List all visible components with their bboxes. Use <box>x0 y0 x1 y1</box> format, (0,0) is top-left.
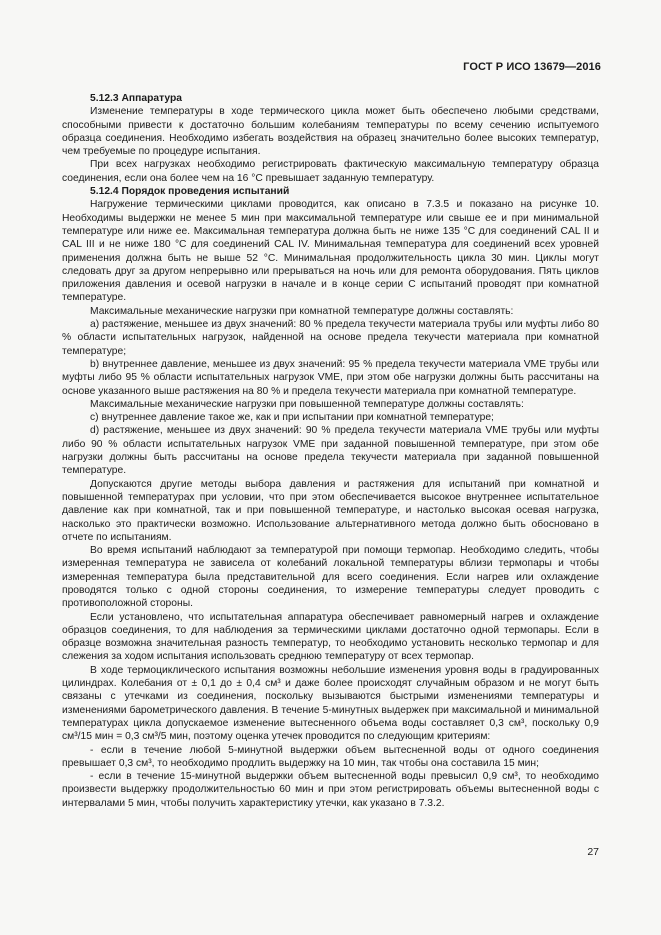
paragraph: Во время испытаний наблюдают за температурой при помощи термопар. Необходимо следить, чтобы измеренная температура не зависела от колебаний локальной температуры вблизи термопары и чтобы измеренная температура была представительной для всего соединения. Если нагрев или охлаждение проводятся только с одной стороны соединения, то измерение температуры следует проводить с противоположной стороны. <box>62 545 599 610</box>
section-heading-5-12-3: 5.12.3 Аппаратура <box>90 93 183 104</box>
paragraph: Изменение температуры в ходе термического цикла может быть обеспечено любыми средствами, способными привести к достаточно большим колебаниям температуры по всему сечению испытуемого образца соединения. Необходимо избегать воздействия на образец значительно более высоких температур, чем требуемые по процедуре испытания. <box>62 106 599 158</box>
list-item-d: d) растяжение, меньшее из двух значений: 90 % предела текучести материала VME трубы или муфты либо 90 % области испытательных нагрузок VME при заданной повышенной температуре, при этом обе нагрузки должны быть рассчитаны на основе предела текучести материала при заданной повышенной температуре. <box>62 425 599 477</box>
paragraph: Если установлено, что испытательная аппаратура обеспечивает равномерный нагрев и охлаждение образцов соединения, то для наблюдения за термическими циклами достаточно одной термопары. Если в образце возможна значительная разность температур, то необходимо установить несколько термопар и для слежения за ходом испытания использовать среднюю температуру от всех термопар. <box>62 611 599 663</box>
criteria-item: - если в течение любой 5-минутной выдержки объем вытесненной воды от одного соединения превышает 0,3 см³, то необходимо продлить выдержку на 10 мин, так чтобы она составила 15 мин; <box>62 744 599 769</box>
paragraph: В ходе термоциклического испытания возможны небольшие изменения уровня воды в градуированных цилиндрах. Колебания от ± 0,1 до ± 0,4 см³ и даже более происходят случайным образом и не могут быть связаны с утечками из соединения, поскольку вызываются быстрыми изменениями температуры и изменениями барометрического давления. В течение 5-минутных выдержек при максимальной и минимальной температурах цикла допускаемое изменение вытесненного объема воды составляет 0,3 см³, поскольку 0,9 см³/15 мин = 0,3 см³/5 мин, поэтому оценка утечек проводится по следующим критериям: <box>62 664 599 743</box>
paragraph: Допускаются другие методы выбора давления и растяжения для испытаний при комнатной и повышенной температурах при условии, что при этом обеспечивается высокое внутреннее испытательное давление как при комнатной, так и при повышенной температуре, и настолько высокая осевая нагрузка, насколько это практически возможно. Использование альтернативного метода должно быть обосновано в отчете по испытаниям. <box>62 478 599 543</box>
standard-header: ГОСТ Р ИСО 13679—2016 <box>463 61 601 73</box>
paragraph: При всех нагрузках необходимо регистрировать фактическую максимальную температуру образца соединения, если она более чем на 16 °С превышает заданную температуру. <box>62 159 599 184</box>
page-number: 27 <box>587 846 599 858</box>
section-heading-5-12-4: 5.12.4 Порядок проведения испытаний <box>90 186 290 198</box>
paragraph: Нагружение термическими циклами проводится, как описано в 7.3.5 и показано на рисунке 10. Необходимы выдержки не менее 5 мин при максимальной температуре или свыше ее и при минимальной температуре или ниже ее. Максимальная температура должна быть не ниже 135 °С для соединений CAL II и CAL III и не ниже 180 °С для соединений CAL IV. Минимальная температура для соединений всех уровней применения должна быть не выше 52 °С. Минимальная продолжительность цикла 30 мин. Циклы могут следовать друг за другом непрерывно или прерываться на ночь или для ремонта оборудования. Пять циклов приложения давления и осевой нагрузки в начале и в конце серии С испытаний проводят при комнатной температуре. <box>62 199 599 304</box>
paragraph: Максимальные механические нагрузки при повышенной температуре должны составлять: <box>90 398 524 410</box>
page-body <box>62 90 599 810</box>
paragraph: Максимальные механические нагрузки при комнатной температуре должны составлять: <box>90 305 514 317</box>
list-item-a: а) растяжение, меньшее из двух значений: 80 % предела текучести материала трубы или муфты либо 80 % области испытательных нагрузок, найденной на основе предела текучести материала при комнатной температуре; <box>62 319 599 357</box>
list-item-c: с) внутреннее давление такое же, как и при испытании при комнатной температуре; <box>90 412 494 424</box>
criteria-item: - если в течение 15-минутной выдержки объем вытесненной воды превысил 0,9 см³, то необходимо произвести выдержку продолжительностью 60 мин и при этом регистрировать объемы вытесненной воды с интервалами 5 мин, чтобы получить характеристику утечки, как указано в 7.3.2. <box>62 771 599 809</box>
list-item-b: b) внутреннее давление, меньшее из двух значений: 95 % предела текучести материала VME трубы или муфты либо 95 % области испытательных нагрузок VME, при этом обе нагрузки должны быть рассчитаны на основе указанного выше растяжения на 80 % и предела текучести материала при комнатной температуре. <box>62 358 599 397</box>
